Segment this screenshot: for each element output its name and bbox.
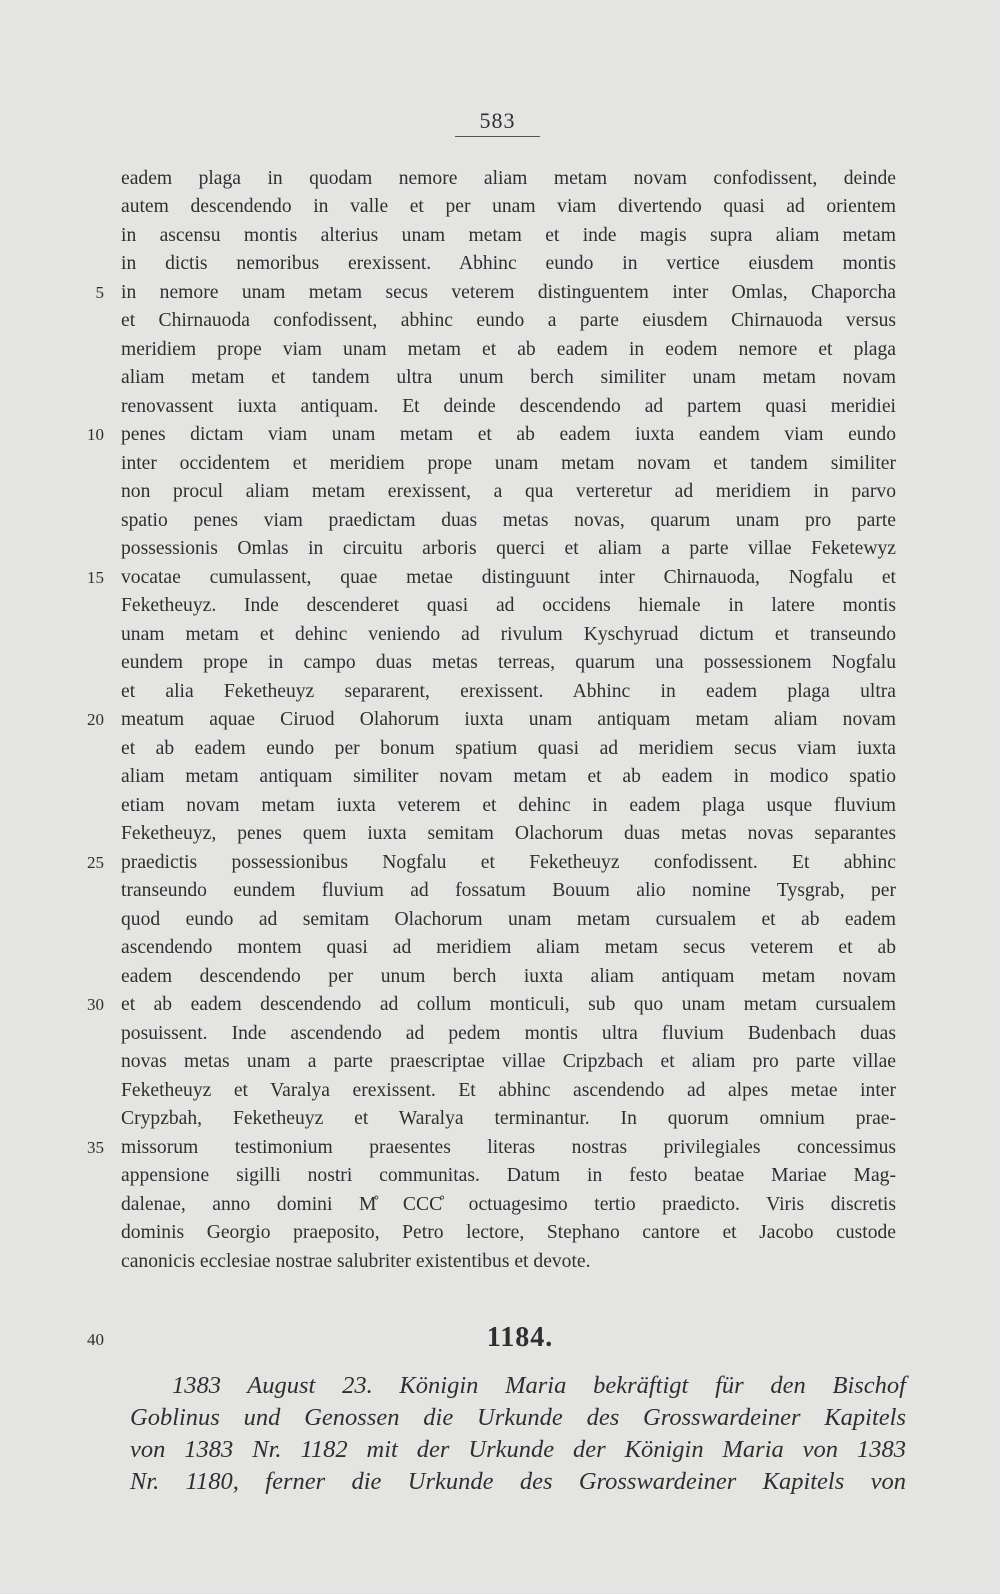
text-line: Feketheuyz, penes quem iuxta semitam Olachorum duas metas novas separantes — [121, 823, 896, 844]
text-line: aliam metam antiquam similiter novam metam et ab eadem in modico spatio — [121, 766, 896, 787]
regest-line: Nr. 1180, ferner die Urkunde des Grosswardeiner Kapitels von — [130, 1468, 906, 1495]
text-line: Feketheuyz. Inde descenderet quasi ad occidens hiemale in latere montis — [121, 595, 896, 616]
document-number: 1184. — [486, 1322, 554, 1353]
line-number: 15 — [87, 568, 104, 587]
text-line: dominis Georgio praeposito, Petro lectore, Stephano cantore et Jacobo custode — [121, 1222, 896, 1243]
text-line: renovassent iuxta antiquam. Et deinde descendendo ad partem quasi meridiei — [121, 396, 896, 417]
page-number: 583 — [455, 108, 540, 137]
text-line: etiam novam metam iuxta veterem et dehinc in eadem plaga usque fluvium — [121, 795, 896, 816]
text-line: Crypzbah, Feketheuyz et Waralya terminantur. In quorum omnium prae- — [121, 1108, 896, 1129]
text-line: in dictis nemoribus erexissent. Abhinc eundo in vertice eiusdem montis — [121, 253, 896, 274]
text-line: et alia Feketheuyz separarent, erexissent. Abhinc in eadem plaga ultra — [121, 681, 896, 702]
text-line: penes dictam viam unam metam et ab eadem iuxta eandem viam eundo — [121, 424, 896, 445]
text-line: ascendendo montem quasi ad meridiem aliam metam secus veterem et ab — [121, 937, 896, 958]
text-line: autem descendendo in valle et per unam viam divertendo quasi ad orientem — [121, 196, 896, 217]
text-line: novas metas unam a parte praescriptae villae Cripzbach et aliam pro parte villae — [121, 1051, 896, 1072]
text-line: aliam metam et tandem ultra unum berch similiter unam metam novam — [121, 367, 896, 388]
line-number: 5 — [95, 283, 104, 302]
text-line: non procul aliam metam erexissent, a qua verteretur ad meridiem in parvo — [121, 481, 896, 502]
line-number: 35 — [87, 1138, 104, 1157]
text-line: in nemore unam metam secus veterem distinguentem inter Omlas, Chaporcha — [121, 282, 896, 303]
regest-line: von 1383 Nr. 1182 mit der Urkunde der Königin Maria von 1383 — [130, 1436, 906, 1463]
line-number: 40 — [87, 1330, 104, 1349]
text-line: in ascensu montis alterius unam metam et inde magis supra aliam metam — [121, 225, 896, 246]
text-line: vocatae cumulassent, quae metae distinguunt inter Chirnauoda, Nogfalu et — [121, 567, 896, 588]
text-line: appensione sigilli nostri communitas. Datum in festo beatae Mariae Mag- — [121, 1165, 896, 1186]
text-line: meatum aquae Ciruod Olahorum iuxta unam antiquam metam aliam novam — [121, 709, 896, 730]
text-line: unam metam et dehinc veniendo ad rivulum Kyschyruad dictum et transeundo — [121, 624, 896, 645]
text-line: eundem prope in campo duas metas terreas, quarum una possessionem Nogfalu — [121, 652, 896, 673]
text-line: dalenae, anno domini M̊ CCC̊ octuagesimo tertio praedicto. Viris discretis — [121, 1194, 896, 1215]
text-line: et ab eadem descendendo ad collum monticuli, sub quo unam metam cursualem — [121, 994, 896, 1015]
text-line: praedictis possessionibus Nogfalu et Feketheuyz confodissent. Et abhinc — [121, 852, 896, 873]
line-number: 10 — [87, 425, 104, 444]
text-line: spatio penes viam praedictam duas metas novas, quarum unam pro parte — [121, 510, 896, 531]
text-line: transeundo eundem fluvium ad fossatum Bouum alio nomine Tysgrab, per — [121, 880, 896, 901]
text-line: possessionis Omlas in circuitu arboris querci et aliam a parte villae Feketewyz — [121, 538, 896, 559]
text-line: et ab eadem eundo per bonum spatium quasi ad meridiem secus viam iuxta — [121, 738, 896, 759]
text-line: eadem descendendo per unum berch iuxta aliam antiquam metam novam — [121, 966, 896, 987]
line-number: 30 — [87, 995, 104, 1014]
text-line: et Chirnauoda confodissent, abhinc eundo a parte eiusdem Chirnauoda versus — [121, 310, 896, 331]
line-number: 20 — [87, 710, 104, 729]
regest-line: 1383 August 23. Königin Maria bekräftigt für den Bischof — [172, 1372, 906, 1399]
text-line: eadem plaga in quodam nemore aliam metam novam confodissent, deinde — [121, 168, 896, 189]
line-number: 25 — [87, 853, 104, 872]
text-line: missorum testimonium praesentes literas nostras privilegiales concessimus — [121, 1137, 896, 1158]
text-line: canonicis ecclesiae nostrae salubriter existentibus et devote. — [121, 1251, 591, 1272]
text-line: Feketheuyz et Varalya erexissent. Et abhinc ascendendo ad alpes metae inter — [121, 1080, 896, 1101]
text-line: quod eundo ad semitam Olachorum unam metam cursualem et ab eadem — [121, 909, 896, 930]
text-line: posuissent. Inde ascendendo ad pedem montis ultra fluvium Budenbach duas — [121, 1023, 896, 1044]
text-line: inter occidentem et meridiem prope unam metam novam et tandem similiter — [121, 453, 896, 474]
text-line: meridiem prope viam unam metam et ab eadem in eodem nemore et plaga — [121, 339, 896, 360]
regest-line: Goblinus und Genossen die Urkunde des Grosswardeiner Kapitels — [130, 1404, 906, 1431]
